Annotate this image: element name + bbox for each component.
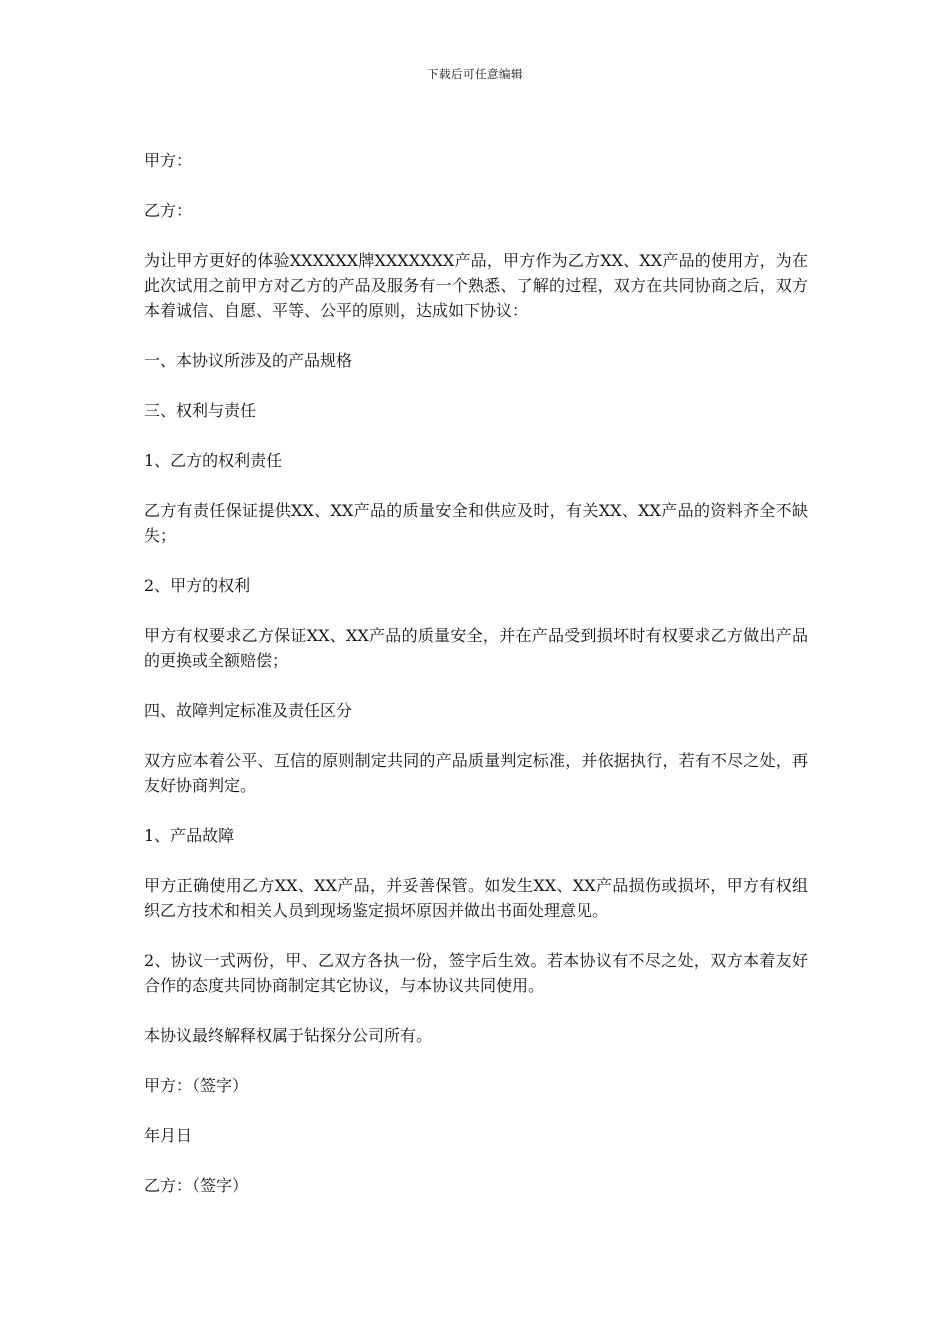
section-heading-4: 四、故障判定标准及责任区分 [144,701,353,720]
header-note: 下载后可任意编辑 [427,67,523,81]
agreement-body [144,148,808,1223]
subheading-party-a-rights: 2、甲方的权利 [144,576,251,595]
subheading-product-fault: 1、产品故障 [144,826,235,845]
party-a-rights-text: 甲方有权要求乙方保证XX、XX产品的质量安全，并在产品受到损坏时有权要求乙方做出产品的更换或全额赔偿； [144,626,808,670]
party-b-responsibility-text: 乙方有责任保证提供XX、XX产品的质量安全和供应及时，有关XX、XX产品的资料齐全不缺失； [144,501,808,545]
intro-paragraph: 为让甲方更好的体验XXXXXX牌XXXXXXX产品，甲方作为乙方XX、XX产品的使用方，为在此次试用之前甲方对乙方的产品及服务有一个熟悉、了解的过程，双方在共同协商之后，双方本着诚信、自愿、平等、公平的原则，达成如下协议： [144,251,808,320]
interpretation-clause: 本协议最终解释权属于钻探分公司所有。 [144,1026,433,1045]
section-heading-3: 三、权利与责任 [144,401,257,420]
fault-standard-text: 双方应本着公平、互信的原则制定共同的产品质量判定标准，并依据执行，若有不尽之处，再友好协商判定。 [144,751,808,795]
copies-clause-text: 2、协议一式两份，甲、乙双方各执一份，签字后生效。若本协议有不尽之处，双方本着友好合作的态度共同协商制定其它协议，与本协议共同使用。 [144,951,808,995]
section-heading-1: 一、本协议所涉及的产品规格 [144,351,353,370]
subheading-party-b-rights: 1、乙方的权利责任 [144,451,283,470]
product-fault-text: 甲方正确使用乙方XX、XX产品，并妥善保管。如发生XX、XX产品损伤或损坏，甲方有权组织乙方技术和相关人员到现场鉴定损坏原因并做出书面处理意见。 [144,876,808,920]
party-b-signature-line: 乙方：（签字） [144,1176,249,1195]
date-line: 年月日 [144,1126,193,1145]
party-b-line: 乙方： [144,201,193,220]
party-a-line: 甲方： [144,151,193,170]
party-a-signature-line: 甲方：（签字） [144,1076,249,1095]
